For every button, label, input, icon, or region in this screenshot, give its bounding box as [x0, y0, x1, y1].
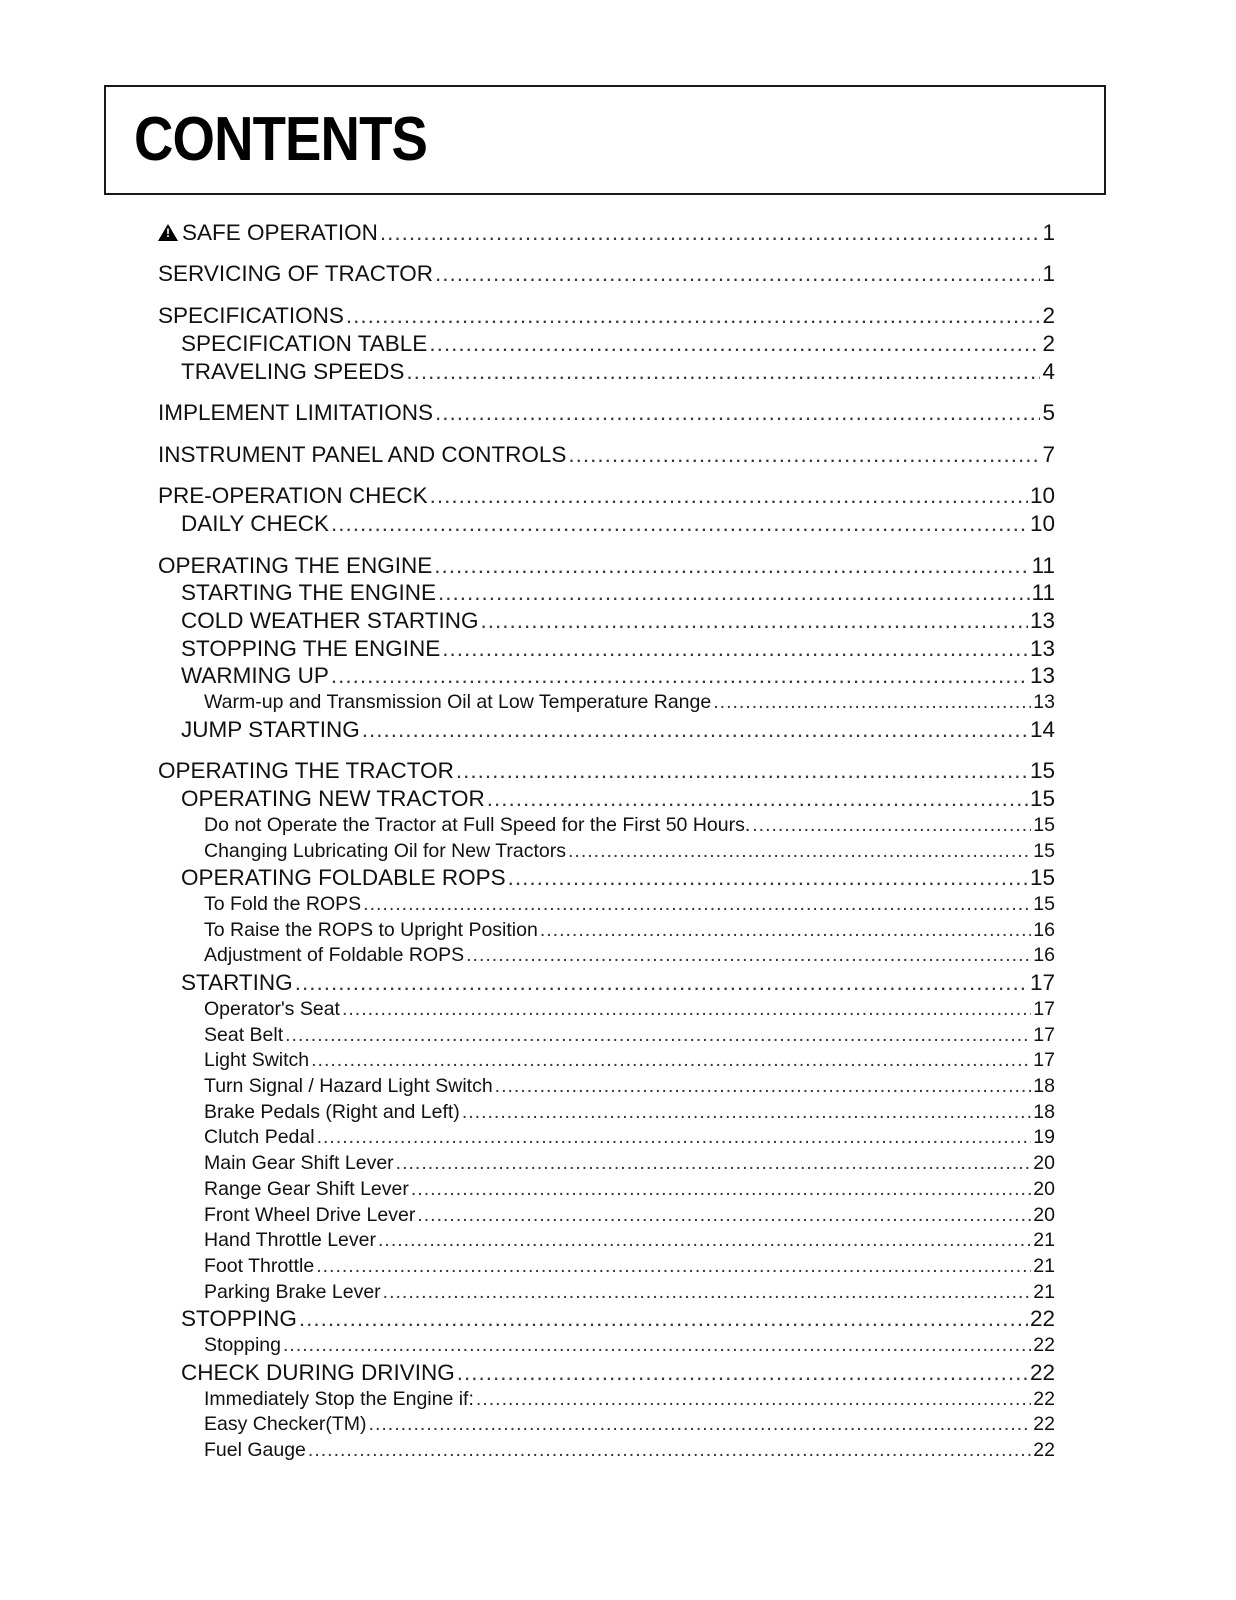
toc-page-number: 7 — [1042, 442, 1055, 467]
toc-entry[interactable] — [158, 483, 1055, 509]
toc-page-number: 22 — [1029, 1360, 1055, 1385]
toc-entry-label — [204, 1388, 474, 1411]
dot-leader — [299, 1306, 1028, 1332]
dot-leader — [568, 840, 1031, 863]
toc-entry-label — [181, 1360, 455, 1386]
toc-entry[interactable] — [158, 1334, 1055, 1357]
toc-page-number: 18 — [1033, 1101, 1055, 1123]
toc-entry-text: STOPPING THE ENGINE — [181, 636, 441, 661]
toc-entry-text: Immediately Stop the Engine if: — [204, 1388, 474, 1410]
toc-page-number: 15 — [1033, 840, 1055, 862]
toc-page-number: 13 — [1029, 663, 1055, 688]
toc-entry[interactable] — [158, 1229, 1055, 1252]
dot-leader — [713, 691, 1031, 714]
dot-leader — [383, 1281, 1032, 1304]
toc-page-number: 10 — [1029, 511, 1055, 536]
toc-entry-label — [204, 1049, 309, 1072]
toc-entry-label — [181, 717, 360, 743]
toc-entry-label — [181, 786, 485, 812]
toc-entry-text: Stopping — [204, 1334, 281, 1356]
dot-leader — [346, 303, 1041, 329]
toc-entry[interactable] — [158, 758, 1055, 784]
toc-entry-label — [204, 944, 464, 967]
toc-entry-text: STOPPING — [181, 1306, 297, 1331]
dot-leader — [487, 786, 1028, 812]
dot-leader — [285, 1024, 1031, 1047]
toc-entry-label — [204, 1101, 460, 1124]
toc-entry[interactable] — [158, 220, 1055, 246]
toc-entry[interactable] — [158, 511, 1055, 537]
dot-leader — [283, 1334, 1031, 1357]
toc-page-number: 22 — [1029, 1306, 1055, 1331]
toc-page-number: 21 — [1033, 1281, 1055, 1303]
toc-entry-text: STARTING THE ENGINE — [181, 580, 437, 605]
toc-entry-text: Parking Brake Lever — [204, 1281, 381, 1303]
toc-page-number: 18 — [1033, 1075, 1055, 1097]
dot-leader — [380, 220, 1041, 246]
toc-page-number: 17 — [1033, 1049, 1055, 1071]
dot-leader — [438, 580, 1030, 606]
toc-entry[interactable] — [158, 944, 1055, 967]
toc-entry-label — [204, 893, 361, 916]
toc-page-number: 10 — [1029, 483, 1055, 508]
toc-entry[interactable] — [158, 580, 1055, 606]
toc-entry[interactable] — [158, 1204, 1055, 1227]
dot-leader — [317, 1126, 1032, 1149]
toc-entry-label — [181, 511, 329, 537]
dot-leader — [442, 636, 1028, 662]
toc-entry-text: CHECK DURING DRIVING — [181, 1360, 455, 1385]
dot-leader — [462, 1101, 1031, 1124]
toc-page-number: 15 — [1029, 758, 1055, 783]
toc-page-number: 2 — [1042, 303, 1055, 328]
dot-leader — [434, 553, 1029, 579]
toc-page-number: 1 — [1042, 220, 1055, 245]
toc-entry[interactable] — [158, 1306, 1055, 1332]
dot-leader — [331, 511, 1028, 537]
toc-entry-label — [158, 220, 378, 246]
dot-leader — [308, 1439, 1031, 1462]
dot-leader — [316, 1255, 1031, 1278]
toc-entry-label — [204, 814, 750, 837]
toc-entry[interactable] — [158, 970, 1055, 996]
dot-leader — [568, 442, 1040, 468]
toc-entry[interactable] — [158, 303, 1055, 329]
dot-leader — [406, 359, 1040, 385]
dot-leader — [369, 1413, 1032, 1436]
toc-entry[interactable] — [158, 893, 1055, 916]
toc-entry-label — [158, 758, 454, 784]
toc-page-number: 17 — [1033, 998, 1055, 1020]
toc-entry-label — [158, 553, 432, 579]
toc-page-number: 22 — [1033, 1388, 1055, 1410]
dot-leader — [752, 814, 1031, 837]
toc-entry[interactable] — [158, 331, 1055, 357]
toc-entry-text: Adjustment of Foldable ROPS — [204, 944, 465, 966]
toc-entry-label — [181, 331, 427, 357]
toc-entry-label — [181, 1306, 297, 1332]
dot-leader — [456, 758, 1028, 784]
dot-leader — [457, 1360, 1028, 1386]
toc-entry-text: SERVICING OF TRACTOR — [158, 261, 434, 286]
toc-entry-text: INSTRUMENT PANEL AND CONTROLS — [158, 442, 567, 467]
toc-page-number: 17 — [1029, 970, 1055, 995]
toc-entry[interactable] — [158, 1024, 1055, 1047]
dot-leader — [295, 970, 1028, 996]
toc-entry-text: JUMP STARTING — [181, 717, 360, 742]
dot-leader — [508, 865, 1028, 891]
contents-title-box — [104, 85, 1106, 195]
toc-page-number: 1 — [1042, 261, 1055, 286]
toc-entry-label — [204, 1439, 306, 1462]
toc-entry[interactable] — [158, 786, 1055, 812]
toc-entry[interactable] — [158, 442, 1055, 468]
toc-page-number: 15 — [1033, 893, 1055, 915]
toc-entry[interactable] — [158, 865, 1055, 891]
toc-entry-label — [204, 1178, 409, 1201]
toc-page-number: 20 — [1033, 1178, 1055, 1200]
toc-entry[interactable] — [158, 608, 1055, 634]
toc-entry-text: IMPLEMENT LIMITATIONS — [158, 400, 434, 425]
toc-page-number: 19 — [1033, 1126, 1055, 1148]
toc-entry[interactable] — [158, 1075, 1055, 1098]
toc-entry[interactable] — [158, 636, 1055, 662]
toc-entry[interactable] — [158, 553, 1055, 579]
toc-entry-label — [158, 303, 344, 329]
toc-entry-text: To Raise the ROPS to Upright Position — [204, 919, 538, 941]
toc-entry-label — [158, 483, 428, 509]
toc-entry-text: Range Gear Shift Lever — [204, 1178, 409, 1200]
toc-entry-label — [204, 1413, 367, 1436]
toc-page-number: 15 — [1029, 865, 1055, 890]
toc-entry-label — [204, 998, 340, 1021]
toc-page-number: 15 — [1033, 814, 1055, 836]
toc-entry-label — [181, 359, 404, 385]
toc-page-number: 14 — [1029, 717, 1055, 742]
toc-page-number: 22 — [1033, 1439, 1055, 1461]
dot-leader — [378, 1229, 1031, 1252]
toc-entry-label — [204, 1126, 315, 1149]
toc-entry-text: DAILY CHECK — [181, 511, 329, 536]
toc-entry-text: OPERATING FOLDABLE ROPS — [181, 865, 506, 890]
toc-entry-text: Warm-up and Transmission Oil at Low Temperature Range — [204, 691, 712, 713]
toc-entry-label — [204, 1024, 283, 1047]
toc-entry[interactable] — [158, 1152, 1055, 1175]
toc-entry-label — [181, 580, 436, 606]
toc-entry[interactable] — [158, 1360, 1055, 1386]
toc-page-number: 13 — [1033, 691, 1055, 713]
toc-entry-label — [204, 1229, 376, 1252]
toc-entry[interactable] — [158, 359, 1055, 385]
toc-entry-text: PRE-OPERATION CHECK — [158, 483, 428, 508]
toc-entry-text: Fuel Gauge — [204, 1439, 306, 1461]
toc-entry-text: TRAVELING SPEEDS — [181, 359, 405, 384]
toc-entry-text: Turn Signal / Hazard Light Switch — [204, 1075, 493, 1097]
toc-entry-label — [204, 1281, 381, 1304]
toc-entry[interactable] — [158, 400, 1055, 426]
toc-page-number: 15 — [1029, 786, 1055, 811]
toc-entry[interactable] — [158, 1439, 1055, 1462]
dot-leader — [429, 331, 1040, 357]
toc-entry[interactable] — [158, 717, 1055, 743]
toc-entry-label — [181, 636, 440, 662]
toc-page-number: 21 — [1033, 1229, 1055, 1251]
toc-entry-text: OPERATING NEW TRACTOR — [181, 786, 485, 811]
dot-leader — [362, 717, 1028, 743]
toc-entry[interactable] — [158, 1413, 1055, 1436]
toc-entry-text: Changing Lubricating Oil for New Tractors — [204, 840, 566, 862]
dot-leader — [435, 400, 1040, 426]
dot-leader — [396, 1152, 1032, 1175]
toc-entry-text: Brake Pedals (Right and Left) — [204, 1101, 460, 1123]
toc-entry-label — [204, 1334, 281, 1357]
toc-entry-label — [181, 608, 479, 634]
toc-entry-text: SAFE OPERATION — [182, 220, 378, 245]
toc-entry[interactable] — [158, 840, 1055, 863]
toc-entry-text: Easy Checker(TM) — [204, 1413, 367, 1435]
toc-entry[interactable] — [158, 1255, 1055, 1278]
toc-entry-text: Operator's Seat — [204, 998, 340, 1020]
dot-leader — [430, 483, 1028, 509]
toc-page-number: 11 — [1031, 553, 1055, 578]
toc-entry-label — [181, 663, 329, 689]
dot-leader — [495, 1075, 1032, 1098]
warning-triangle-icon — [158, 224, 178, 241]
dot-leader — [411, 1178, 1031, 1201]
dot-leader — [331, 663, 1028, 689]
toc-entry-label — [181, 865, 506, 891]
dot-leader — [417, 1204, 1031, 1227]
toc-entry-text: Hand Throttle Lever — [204, 1229, 376, 1251]
toc-page-number: 16 — [1033, 919, 1055, 941]
toc-entry-text: Main Gear Shift Lever — [204, 1152, 394, 1174]
toc-entry-label — [204, 840, 566, 863]
toc-entry[interactable] — [158, 1126, 1055, 1149]
dot-leader — [342, 998, 1031, 1021]
toc-page-number: 4 — [1042, 359, 1055, 384]
toc-entry-text: Do not Operate the Tractor at Full Speed for the First 50 Hours. — [204, 814, 751, 836]
toc-entry[interactable] — [158, 1388, 1055, 1411]
toc-entry-text: SPECIFICATION TABLE — [181, 331, 428, 356]
toc-entry-text: Clutch Pedal — [204, 1126, 315, 1148]
toc-entry[interactable] — [158, 663, 1055, 689]
dot-leader — [435, 261, 1040, 287]
dot-leader — [476, 1388, 1031, 1411]
toc-page-number: 22 — [1033, 1334, 1055, 1356]
toc-entry-label — [204, 1204, 415, 1227]
page-title: CONTENTS — [134, 105, 428, 174]
toc-entry-label — [158, 261, 433, 287]
toc-page-number: 20 — [1033, 1152, 1055, 1174]
toc-entry[interactable] — [158, 261, 1055, 287]
toc-entry-text: STARTING — [181, 970, 293, 995]
toc-entry-label — [181, 970, 293, 996]
toc-entry[interactable] — [158, 1178, 1055, 1201]
toc-page-number: 13 — [1029, 608, 1055, 633]
toc-entry-label — [204, 1152, 394, 1175]
toc-entry-text: COLD WEATHER STARTING — [181, 608, 479, 633]
toc-entry-label — [204, 919, 538, 942]
dot-leader — [466, 944, 1031, 967]
toc-page-number: 17 — [1033, 1024, 1055, 1046]
toc-entry[interactable] — [158, 691, 1055, 714]
toc-entry-label — [158, 442, 566, 468]
toc-page-number: 20 — [1033, 1204, 1055, 1226]
toc-page-number: 13 — [1029, 636, 1055, 661]
toc-entry-text: SPECIFICATIONS — [158, 303, 344, 328]
toc-entry[interactable] — [158, 1101, 1055, 1124]
toc-entry-label — [158, 400, 433, 426]
toc-entry[interactable] — [158, 814, 1055, 837]
dot-leader — [540, 919, 1031, 942]
toc-entry-label — [204, 1075, 493, 1098]
toc-entry-label — [204, 691, 711, 714]
toc-entry[interactable] — [158, 998, 1055, 1021]
toc-entry-text: OPERATING THE ENGINE — [158, 553, 433, 578]
toc-page-number: 21 — [1033, 1255, 1055, 1277]
toc-page-number: 2 — [1042, 331, 1055, 356]
toc-page-number: 22 — [1033, 1413, 1055, 1435]
toc-page-number: 16 — [1033, 944, 1055, 966]
toc-entry-text: Front Wheel Drive Lever — [204, 1204, 416, 1226]
toc-entry[interactable] — [158, 1281, 1055, 1304]
toc-entry-text: Light Switch — [204, 1049, 310, 1071]
dot-leader — [363, 893, 1031, 916]
toc-entry-text: Foot Throttle — [204, 1255, 315, 1277]
dot-leader — [481, 608, 1028, 634]
toc-entry-text: Seat Belt — [204, 1024, 284, 1046]
dot-leader — [311, 1049, 1031, 1072]
toc-page-number: 5 — [1042, 400, 1055, 425]
toc-page-number: 11 — [1031, 580, 1055, 605]
toc-entry-text: WARMING UP — [181, 663, 329, 688]
toc-entry-text: OPERATING THE TRACTOR — [158, 758, 454, 783]
toc-entry[interactable] — [158, 1049, 1055, 1072]
toc-entry[interactable] — [158, 919, 1055, 942]
toc-entry-text: To Fold the ROPS — [204, 893, 362, 915]
toc-entry-label — [204, 1255, 314, 1278]
